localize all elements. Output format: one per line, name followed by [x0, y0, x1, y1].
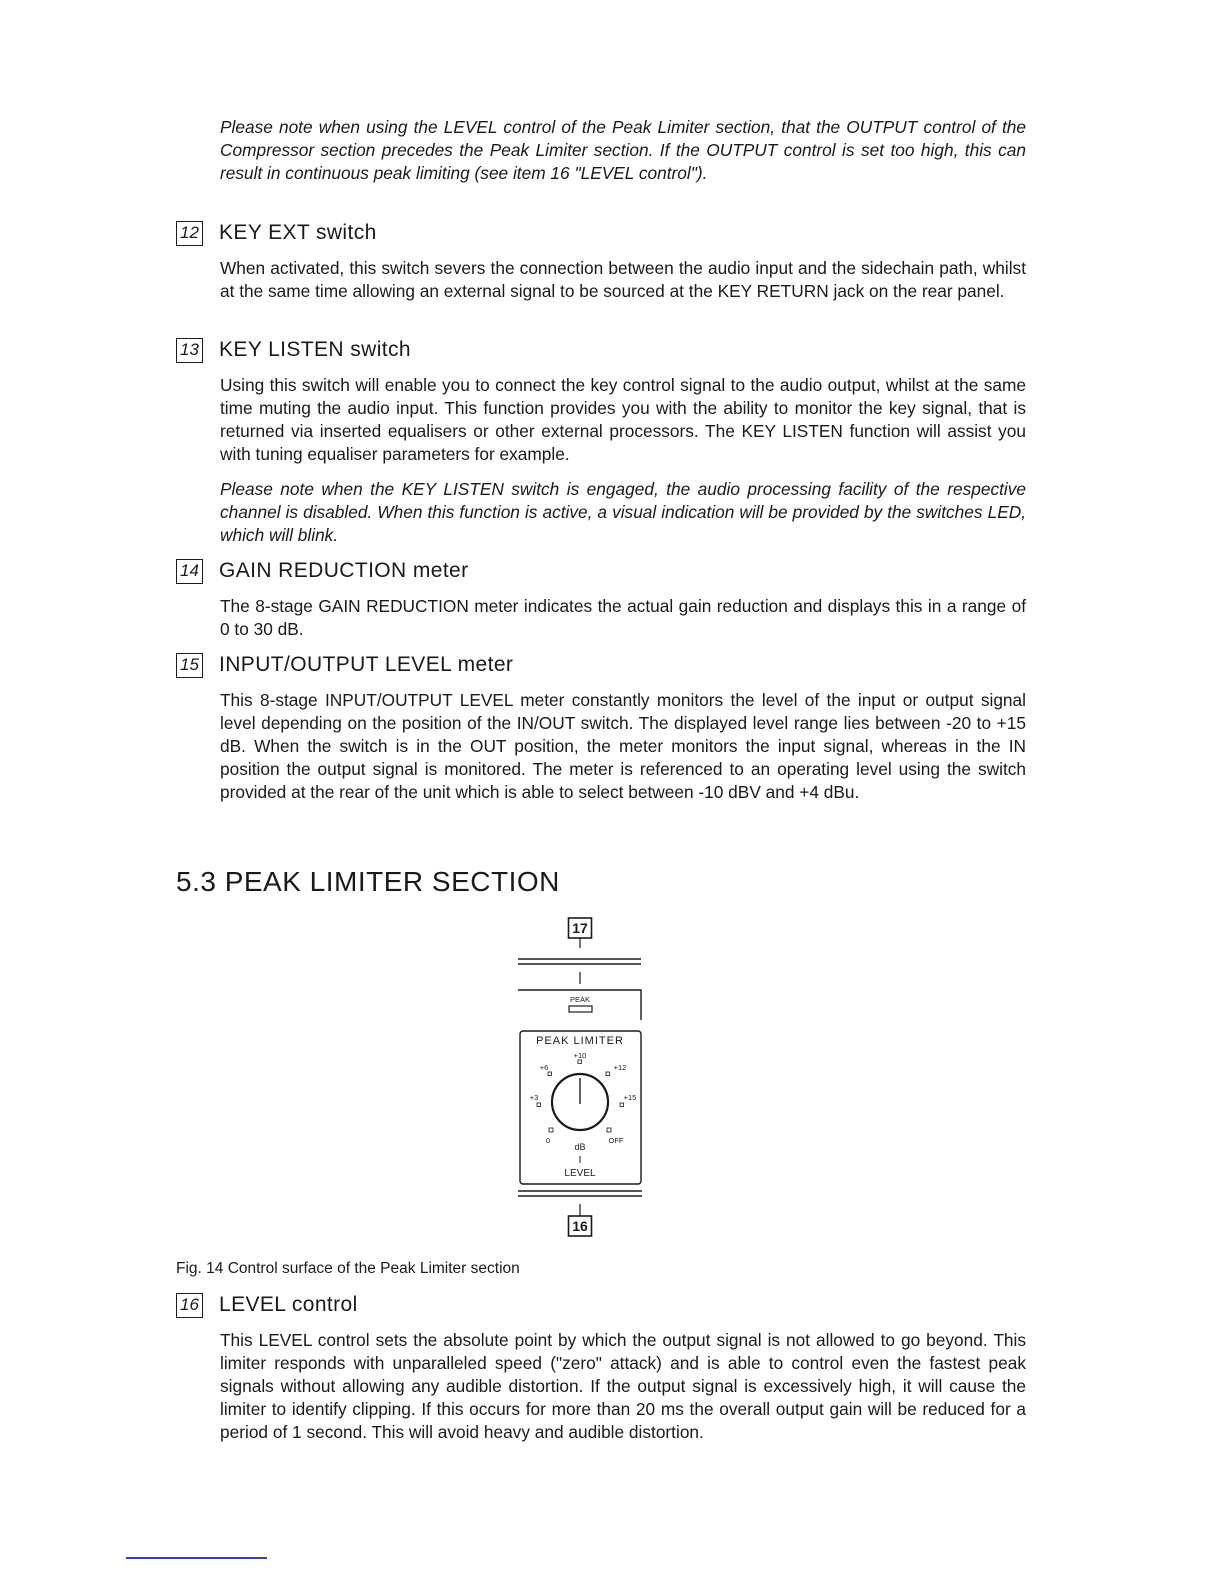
footer-rule	[126, 1557, 267, 1559]
scale-label-off: OFF	[608, 1136, 624, 1145]
scale-label-0: 0	[545, 1136, 551, 1145]
peak-limiter-figure	[500, 914, 660, 1244]
item-13-body: Using this switch will enable you to connect the key control signal to the audio output, whilst at the same time muting the audio input. This function provides you with the ability to monitor the key signal, that is returned via inserted equalisers or other external processors. The KEY LISTEN function will assist you with tuning equaliser parameters for example.	[220, 375, 1026, 464]
item-15-number: 15	[176, 653, 203, 678]
item-12-number: 12	[176, 221, 203, 246]
item-16-title: LEVEL control	[219, 1293, 358, 1316]
item-14-body: The 8-stage GAIN REDUCTION meter indicates the actual gain reduction and displays this in a range of 0 to 30 dB.	[220, 596, 1026, 639]
item-15-body: This 8-stage INPUT/OUTPUT LEVEL meter constantly monitors the level of the input or output signal level depending on the position of the IN/OUT switch. The displayed level range lies between -20 to +15 dB. When the switch is in the OUT position, the meter monitors the input signal, whereas in the IN position the output signal is monitored. The meter is referenced to an operating level using the switch provided at the rear of the unit which is able to select between -10 dBV and +4 dBu.	[220, 690, 1026, 802]
item-16-body: This LEVEL control sets the absolute point by which the output signal is not allowed to go beyond. This limiter responds with unparalleled speed ("zero" attack) and is able to control even the fastest peak signals without allowing any audible distortion. If the output signal is excessively high, it will cause the limiter to identify clipping. If this occurs for more than 20 ms the overall output gain will be reduced for a period of 1 second. This will avoid heavy and audible distortion.	[220, 1330, 1026, 1442]
scale-dot-plus15	[620, 1103, 624, 1107]
panel-title: PEAK LIMITER	[536, 1035, 624, 1047]
item-13-heading	[176, 335, 411, 365]
item-13-note: Please note when the KEY LISTEN switch is engaged, the audio processing facility of the respective channel is disabled. When this function is active, a visual indication will be provided by the switches LED, which will blink.	[220, 479, 1026, 545]
callout-16-label: 16	[572, 1218, 588, 1234]
item-14-number: 14	[176, 559, 203, 584]
unit-label: dB	[574, 1142, 586, 1152]
scale-dot-plus12	[606, 1072, 610, 1076]
item-16-number: 16	[176, 1293, 203, 1318]
figure-caption: Fig. 14 Control surface of the Peak Limiter section	[176, 1260, 520, 1277]
item-13-number: 13	[176, 338, 203, 363]
scale-dot-plus3	[537, 1103, 541, 1107]
scale-dot-0	[549, 1128, 553, 1132]
scale-label-plus3: +3	[529, 1093, 539, 1102]
scale-dot-off	[607, 1128, 611, 1132]
peak-label: PEAK	[569, 995, 591, 1004]
callout-17-label: 17	[572, 920, 588, 936]
intro-note: Please note when using the LEVEL control of the Peak Limiter section, that the OUTPUT control of the Compressor section precedes the Peak Limiter section. If the OUTPUT control is set too high, this can result in continuous peak limiting (see item 16 "LEVEL control").	[220, 117, 1026, 183]
item-12-heading	[176, 218, 377, 248]
scale-label-plus10: +10	[573, 1051, 587, 1060]
scale-label-plus6: +6	[539, 1063, 549, 1072]
peak-limiter-diagram	[500, 914, 660, 1244]
item-12-title: KEY EXT switch	[219, 221, 377, 244]
scale-label-plus15: +15	[623, 1093, 637, 1102]
item-14-heading	[176, 556, 469, 586]
item-14-title: GAIN REDUCTION meter	[219, 559, 469, 582]
scale-dot-plus10	[578, 1060, 582, 1064]
item-13-title: KEY LISTEN switch	[219, 338, 411, 361]
item-12-body: When activated, this switch severs the connection between the audio input and the sidechain path, whilst at the same time allowing an external signal to be sourced at the KEY RETURN jack on the rear panel.	[220, 258, 1026, 301]
scale-label-plus12: +12	[613, 1063, 627, 1072]
section-title: 5.3 PEAK LIMITER SECTION	[176, 866, 560, 897]
item-15-title: INPUT/OUTPUT LEVEL meter	[219, 653, 514, 676]
knob-label: LEVEL	[564, 1168, 596, 1179]
peak-led	[569, 1006, 592, 1012]
scale-dot-plus6	[548, 1072, 552, 1076]
item-16-heading	[176, 1290, 358, 1320]
item-15-heading	[176, 650, 513, 680]
